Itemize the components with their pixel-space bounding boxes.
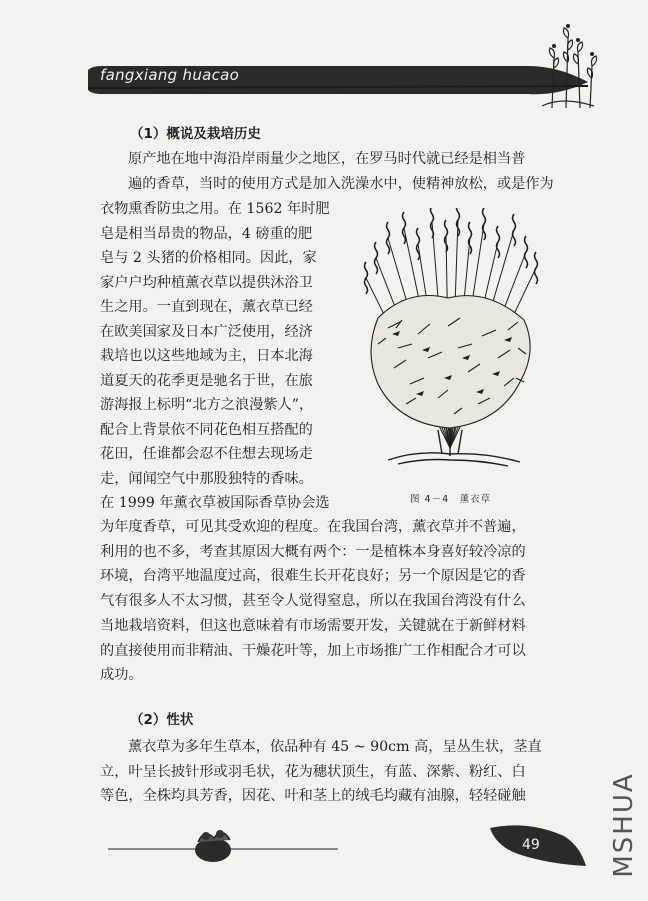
section-heading-history: （1）概说及栽培历史 [130, 126, 261, 142]
text-line: 为年度香草，可见其受欢迎的程度。在我国台湾，薰衣草并不普遍， [100, 519, 526, 535]
text-line: 遍的香草，当时的使用方式是加入洗澡水中，使精神放松，或是作为 [128, 175, 554, 192]
text-line: 花田，任谁都会忍不住想去现场走 [100, 446, 313, 462]
text-line: 等色，全株均具芳香，因花、叶和茎上的绒毛均藏有油腺，轻轻碰触 [100, 788, 526, 804]
text-line: 配合上背景依不同花色相互搭配的 [100, 421, 313, 438]
text-line: 家户户均种植薰衣草以提供沐浴卫 [100, 274, 313, 291]
running-title: fangxiang huacao [100, 66, 240, 84]
text-line: 在 1999 年薰衣草被国际香草协会选 [100, 495, 330, 511]
text-line: 皂是相当昂贵的物品，4 磅重的肥 [100, 225, 313, 242]
text-line: 栽培也以这些地域为主，日本北海 [100, 348, 313, 364]
page-number: 49 [522, 837, 540, 853]
text-line: 皂与 2 头猪的价格相同。因此，家 [100, 250, 317, 266]
lavender-illustration [358, 208, 544, 478]
text-line: 气有很多人不太习惯，甚至令人觉得窒息，所以在我国台湾没有什么 [100, 593, 526, 610]
text-line: 利用的也不多，考查其原因大概有两个：一是植株本身喜好较冷凉的 [100, 543, 526, 560]
text-line: 游海报上标明“北方之浪漫紫人”， [100, 397, 314, 413]
lavender-sprig-icon [532, 18, 604, 110]
watermark [604, 760, 644, 890]
text-line: 当地栽培资料，但这也意味着有市场需要开发，关键就在于新鲜材料 [100, 617, 526, 634]
text-line: 的直接使用而非精油、干燥花叶等，加上市场推广工作相配合才可以 [100, 642, 526, 659]
text-line: 环境，台湾平地温度过高，很难生长开花良好；另一个原因是它的香 [100, 568, 526, 585]
text-line: 走，闻闻空气中那股独特的香味。 [100, 470, 313, 487]
text-line: 原产地在地中海沿岸雨量少之地区，在罗马时代就已经是相当普 [128, 151, 526, 167]
text-line: 成功。 [100, 667, 143, 684]
section-heading-traits: （2）性状 [130, 712, 194, 728]
figure-caption: 图 4－4 薰衣草 [410, 494, 492, 505]
potted-plant-icon [188, 822, 238, 864]
text-line: 道夏天的花季更是驰名于世，在旅 [100, 372, 313, 389]
text-line: 衣物熏香防虫之用。在 1562 年时肥 [100, 201, 330, 217]
text-line: 在欧美国家及日本广泛使用，经济 [100, 323, 313, 340]
text-line: 生之用。一直到现在，薰衣草已经 [100, 299, 313, 315]
text-line: 薰衣草为多年生草本，依品种有 45 ~ 90cm 高，呈丛生状，茎直 [128, 739, 542, 755]
watermark-text: MSHUA [609, 772, 639, 878]
text-line: 立，叶呈长披针形或羽毛状，花为穗状顶生，有蓝、深紫、粉红、白 [100, 763, 526, 780]
